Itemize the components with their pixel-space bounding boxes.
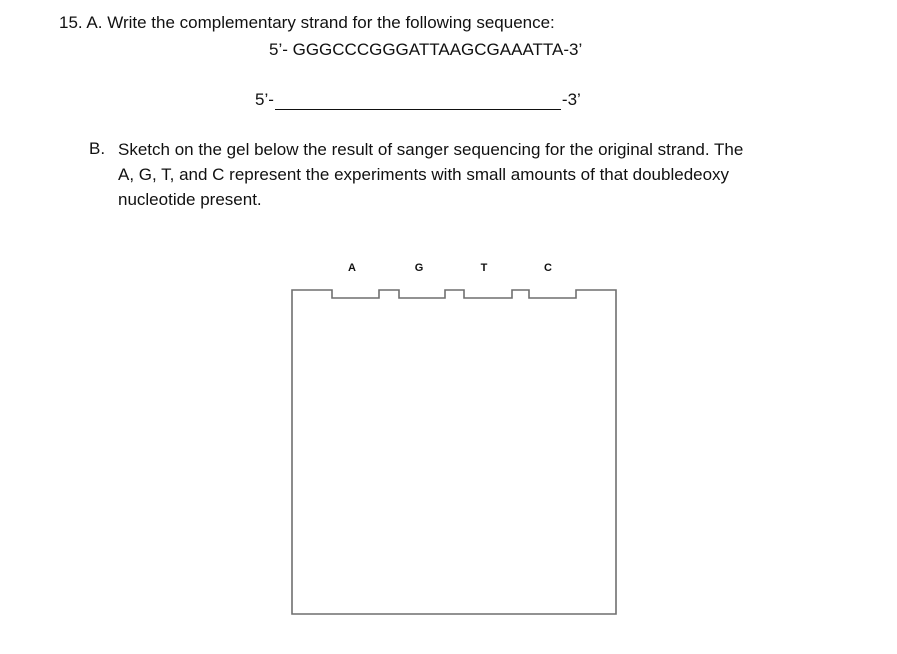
part-b-instruction-line: nucleotide present.	[118, 190, 262, 209]
gel-outline[interactable]	[292, 290, 616, 614]
part-b-instruction-line: A, G, T, and C represent the experiments with small amounts of that doubledeoxy	[118, 165, 730, 184]
dna-sequence: 5’- GGGCCCGGGATTAAGCGAAATTA-3’	[269, 40, 583, 59]
lane-label-t: T	[480, 262, 488, 274]
answer-prefix: 5’-	[255, 90, 274, 109]
part-b-instruction-line: Sketch on the gel below the result of sanger sequencing for the original strand. The	[118, 140, 744, 159]
answer-suffix: -3’	[561, 90, 581, 109]
lane-label-a: A	[348, 262, 356, 274]
lane-label-g: G	[414, 262, 424, 274]
lane-label-c: C	[544, 262, 552, 274]
question-heading: 15. A. Write the complementary strand for the following sequence:	[59, 13, 555, 32]
part-b-marker: B.	[89, 139, 106, 158]
